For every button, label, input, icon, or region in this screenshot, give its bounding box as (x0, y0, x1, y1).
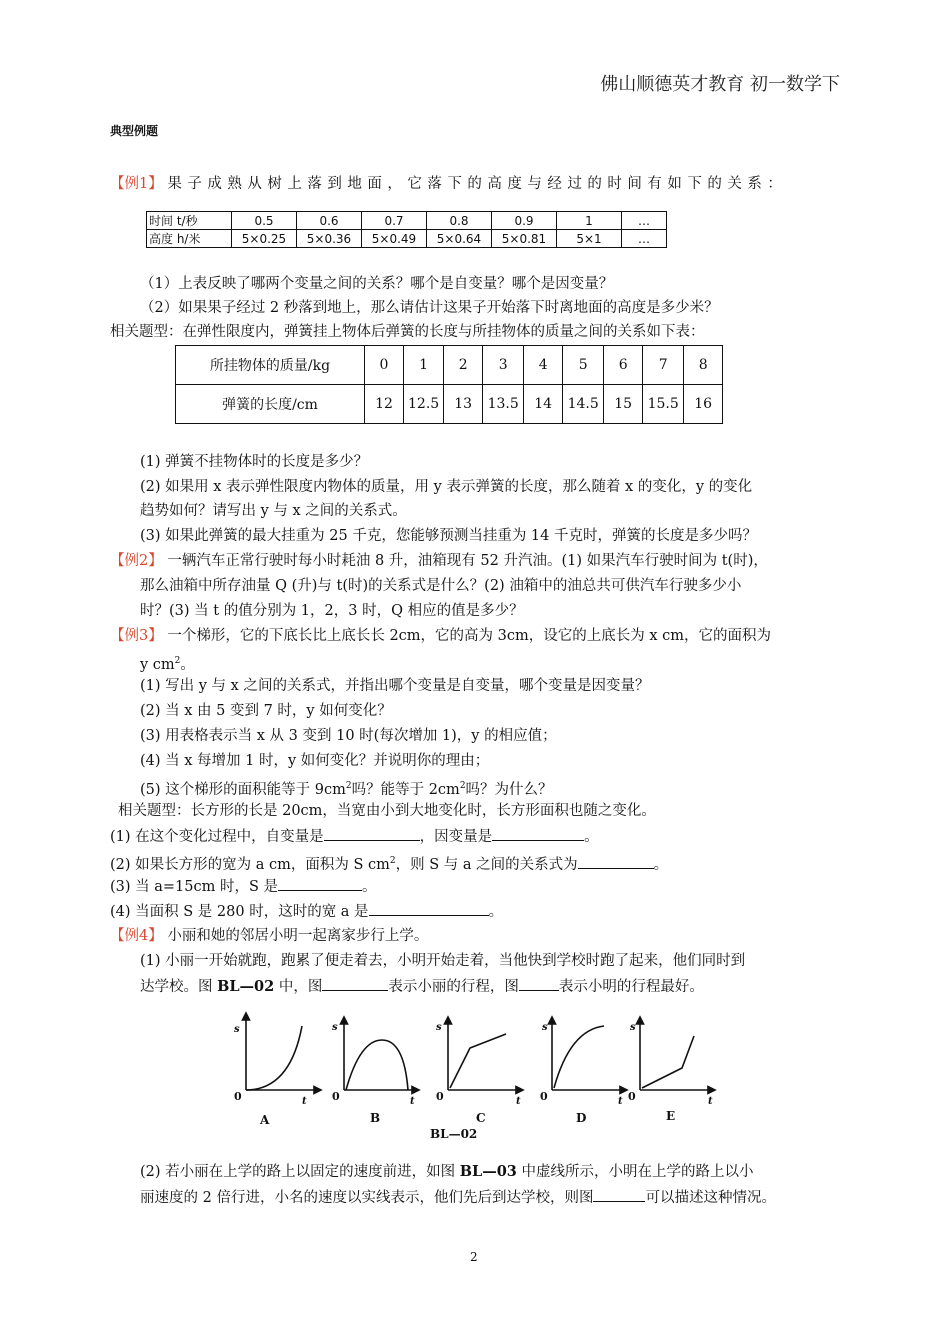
text-fragment: 丽速度的 2 倍行进，小名的速度以实线表示，他们先后到达学校，则图 (140, 1190, 594, 1206)
text-fragment: (2) 如果长方形的宽为 a cm，面积为 S cm (110, 856, 390, 873)
text-fragment: 吗？能等于 2cm (351, 781, 460, 798)
axis-label-s: s (332, 1022, 338, 1033)
table-cell: 0.6 (297, 212, 362, 230)
example-3-question-1: (1) 写出 y 与 x 之间的关系式，并指出哪个变量是自变量，哪个变量是因变量？ (140, 678, 650, 694)
text-fragment: 吗？为什么？ (465, 781, 553, 798)
table-cell: 14.5 (563, 385, 604, 424)
example-4-line-1 (110, 926, 428, 946)
table-cell: 12 (365, 385, 404, 424)
axis-label-s: s (630, 1022, 636, 1033)
answer-blank[interactable] (324, 826, 420, 841)
fall-height-table (146, 211, 667, 248)
figure-caption: BL—02 (430, 1127, 478, 1141)
example-3-question-3: (3) 用表格表示当 x 从 3 变到 10 时(每次增加 1)，y 的相应值； (140, 728, 557, 744)
example-2-text: 一辆汽车正常行驶时每小时耗油 8 升，油箱现有 52 升汽油。(1) 如果汽车行驶时间为 t(时)， (167, 553, 768, 569)
superscript: 2 (174, 656, 181, 666)
text-fragment: 。 (180, 656, 195, 673)
table-cell: 弹簧的长度/cm (176, 385, 365, 424)
table-cell: 时间 t/秒 (147, 212, 232, 230)
related-1-question-3: (3) 如果此弹簧的最大挂重为 25 千克，您能够预测当挂重为 14 千克时，弹簧的长度是多少吗？ (140, 528, 757, 544)
example-1-question-2: （2）如果果子经过 2 秒落到地上，那么请估计这果子开始落下时离地面的高度是多少米？ (140, 300, 719, 316)
table-cell: 0.8 (427, 212, 492, 230)
example-3-tag: 【例3】 (110, 628, 163, 644)
superscript: 2 (389, 856, 396, 866)
answer-blank[interactable] (519, 976, 559, 991)
axis-label-t: t (302, 1096, 307, 1107)
table-cell: 5 (563, 346, 604, 385)
related-2-question-1 (110, 826, 599, 847)
axis-label-t: t (708, 1096, 713, 1107)
origin-label: 0 (628, 1090, 636, 1103)
example-4-question-1b (140, 976, 704, 997)
graph-label: E (666, 1109, 676, 1123)
figure-reference: BL—02 (217, 978, 275, 995)
text-fragment: (5) 这个梯形的面积能等于 9cm (140, 781, 346, 798)
example-1-question-1: （1）上表反映了哪两个变量之间的关系？哪个是自变量？哪个是因变量？ (140, 276, 614, 292)
text-fragment: (2) 若小丽在上学的路上以固定的速度前进，如图 (140, 1164, 460, 1180)
example-2-line-1 (110, 551, 768, 571)
table-cell: 所挂物体的质量/kg (176, 346, 365, 385)
text-fragment: (3) 当 a=15cm 时，S 是 (110, 879, 279, 895)
text-fragment: ，因变量是 (419, 829, 493, 845)
example-1-text: 果子成熟从树上落到地面，它落下的高度与经过的时间有如下的关系： (167, 176, 788, 192)
text-fragment: 中，图 (274, 979, 323, 995)
text-fragment: 。 (584, 829, 599, 845)
graph-label: B (370, 1111, 381, 1125)
table-row (176, 346, 723, 385)
text-fragment: (4) 当面积 S 是 280 时，这时的宽 a 是 (110, 904, 369, 920)
axis-label-t: t (410, 1096, 415, 1107)
axis-label-t: t (618, 1096, 623, 1107)
answer-blank[interactable] (278, 876, 362, 891)
related-2-question-3 (110, 876, 377, 897)
section-title: 典型例题 (110, 124, 159, 138)
example-3-text: 一个梯形，它的下底长比上底长长 2cm，它的高为 3cm，设它的上底长为 x cm，它的面积为 (167, 628, 772, 644)
text-fragment: 。 (653, 856, 669, 873)
table-cell: 0.7 (362, 212, 427, 230)
related-2-question-4 (110, 901, 503, 922)
table-cell: 8 (684, 346, 723, 385)
example-3-question-5 (140, 776, 553, 800)
table-cell: … (622, 212, 667, 230)
graph-d (552, 1020, 624, 1090)
example-4-question-1a: (1) 小丽一开始就跑，跑累了便走着去，小明开始走着，当他快到学校时跑了起来，他们同时到 (140, 953, 746, 969)
text-fragment: 达学校。图 (140, 979, 218, 995)
table-cell: 2 (444, 346, 483, 385)
example-2-tag: 【例2】 (110, 553, 163, 569)
axis-label-s: s (542, 1022, 548, 1033)
example-3-line-2 (140, 651, 195, 675)
table-cell: 13.5 (483, 385, 524, 424)
table-cell: 3 (483, 346, 524, 385)
example-1-tag: 【例1】 (110, 176, 163, 192)
graph-a (246, 1016, 318, 1090)
origin-label: 0 (436, 1090, 444, 1103)
text-fragment: 可以描述这种情况。 (645, 1190, 776, 1206)
related-1-question-1: (1) 弹簧不挂物体时的长度是多少？ (140, 454, 369, 470)
text-fragment: (1) 在这个变化过程中，自变量是 (110, 829, 324, 845)
table-row (147, 230, 667, 248)
text-fragment: 。 (362, 879, 377, 895)
page-header: 佛山顺德英才教育 初一数学下 (600, 74, 840, 95)
axis-label-s: s (436, 1022, 442, 1033)
graph-e (640, 1020, 712, 1090)
answer-blank[interactable] (578, 854, 654, 869)
table-cell: 16 (684, 385, 723, 424)
spring-length-table (175, 345, 723, 424)
table-cell: 12.5 (404, 385, 444, 424)
origin-label: 0 (540, 1090, 548, 1103)
table-cell: 7 (643, 346, 684, 385)
origin-label: 0 (332, 1090, 340, 1103)
table-cell: 1 (404, 346, 444, 385)
page-number: 2 (470, 1250, 478, 1264)
table-cell: 1 (557, 212, 622, 230)
table-cell: 5×0.49 (362, 230, 427, 248)
text-fragment: 表示小明的行程最好。 (558, 979, 704, 995)
table-row (147, 212, 667, 230)
table-cell: 5×0.25 (232, 230, 297, 248)
example-4-question-2b (140, 1187, 776, 1208)
graph-label: D (576, 1111, 587, 1125)
text-fragment: 。 (488, 904, 504, 920)
axis-label-t: t (516, 1096, 521, 1107)
related-problem-2: 相关题型：长方形的长是 20cm，当宽由小到大地变化时，长方形面积也随之变化。 (118, 803, 656, 819)
table-cell: 6 (604, 346, 643, 385)
related-2-question-2 (110, 851, 668, 875)
graph-label: A (260, 1113, 270, 1127)
example-2-line-2: 那么油箱中所存油量 Q (升)与 t(时)的关系式是什么？(2) 油箱中的油总共可供汽车行驶多少小 (140, 578, 742, 594)
example-1-line (110, 174, 787, 194)
graph-c (448, 1020, 520, 1090)
example-4-question-2a (140, 1162, 754, 1182)
table-cell: 高度 h/米 (147, 230, 232, 248)
table-row (176, 385, 723, 424)
origin-label: 0 (234, 1090, 242, 1103)
example-3-question-2: (2) 当 x 由 5 变到 7 时，y 如何变化？ (140, 703, 392, 719)
table-cell: … (622, 230, 667, 248)
answer-blank[interactable] (492, 826, 584, 841)
table-cell: 5×1 (557, 230, 622, 248)
table-cell: 5×0.81 (492, 230, 557, 248)
table-cell: 0.9 (492, 212, 557, 230)
text-fragment: y cm (140, 656, 175, 673)
example-4-tag: 【例4】 (110, 928, 163, 944)
answer-blank[interactable] (322, 976, 388, 991)
text-fragment: ，则 S 与 a 之间的关系式为 (395, 856, 578, 873)
answer-blank[interactable] (593, 1187, 645, 1202)
example-2-line-3: 时？(3) 当 t 的值分别为 1，2，3 时，Q 相应的值是多少？ (140, 603, 524, 619)
table-cell: 4 (524, 346, 563, 385)
answer-blank[interactable] (369, 901, 489, 916)
text-fragment: 表示小丽的行程，图 (388, 979, 519, 995)
table-cell: 13 (444, 385, 483, 424)
table-cell: 15 (604, 385, 643, 424)
example-4-text: 小丽和她的邻居小明一起离家步行上学。 (167, 928, 429, 944)
axis-label-s: s (234, 1024, 240, 1035)
table-cell: 0 (365, 346, 404, 385)
text-fragment: 中虚线所示，小明在上学的路上以小 (516, 1164, 754, 1180)
superscript: 2 (345, 781, 352, 791)
related-problem-1: 相关题型：在弹性限度内，弹簧挂上物体后弹簧的长度与所挂物体的质量之间的关系如下表： (110, 324, 705, 340)
table-cell: 0.5 (232, 212, 297, 230)
related-1-question-2b: 趋势如何？请写出 y 与 x 之间的关系式。 (140, 503, 407, 519)
example-3-question-4: (4) 当 x 每增加 1 时，y 如何变化？并说明你的理由； (140, 753, 490, 769)
table-cell: 14 (524, 385, 563, 424)
graph-label: C (476, 1111, 486, 1125)
distance-time-graphs (220, 1008, 740, 1148)
related-1-question-2a: (2) 如果用 x 表示弹性限度内物体的质量，用 y 表示弹簧的长度，那么随着 x 的变化，y 的变化 (140, 479, 753, 495)
superscript: 2 (459, 781, 466, 791)
example-3-line-1 (110, 626, 771, 646)
figure-reference: BL—03 (459, 1163, 517, 1180)
graph-b (344, 1020, 416, 1090)
table-cell: 5×0.64 (427, 230, 492, 248)
table-cell: 5×0.36 (297, 230, 362, 248)
table-cell: 15.5 (643, 385, 684, 424)
